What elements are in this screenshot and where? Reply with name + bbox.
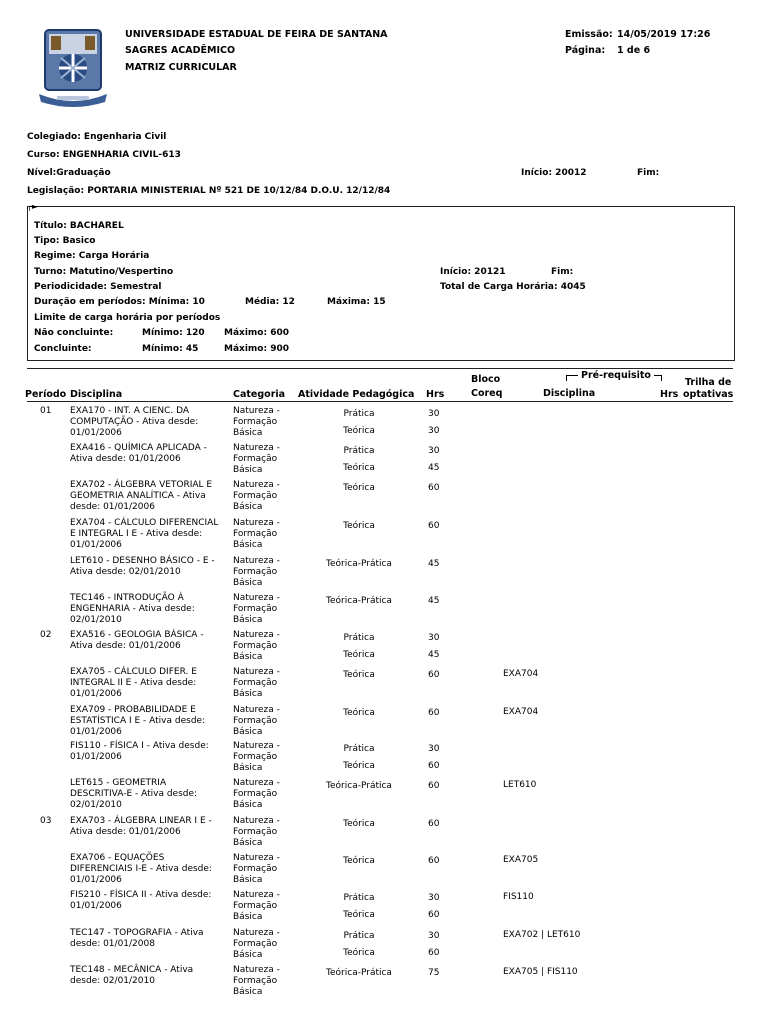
- disciplina-line: TEC146 - INTRODUÇÃO À: [70, 593, 184, 603]
- row-periodo: 02: [40, 630, 52, 640]
- disciplina-line: INTEGRAL II E - Ativa desde:: [70, 678, 197, 688]
- categoria-line: Básica: [233, 727, 263, 737]
- col-bloco: Bloco: [471, 374, 501, 385]
- row-prerequisito: FIS110: [503, 892, 534, 902]
- row-disciplina: [70, 443, 230, 465]
- concluinte-max: Máximo: 900: [224, 344, 289, 354]
- row-periodo: 03: [40, 816, 52, 826]
- disciplina-line: LET615 - GEOMETRIA: [70, 778, 167, 788]
- row-categoria: [233, 741, 293, 774]
- row-hrs: 30: [428, 446, 440, 456]
- emissao-label: Emissão:: [565, 29, 613, 40]
- row-disciplina: [70, 556, 230, 578]
- disciplina-line: ENGENHARIA - Ativa desde:: [70, 604, 195, 614]
- row-categoria: [233, 518, 293, 551]
- categoria-line: Formação: [233, 716, 278, 726]
- disciplina-line: Ativa desde: 01/01/2006: [70, 641, 181, 651]
- categoria-line: Formação: [233, 827, 278, 837]
- categoria-line: Básica: [233, 912, 263, 922]
- row-atividade: Teórica-Prática: [326, 559, 392, 569]
- categoria-line: Natureza -: [233, 667, 280, 677]
- row-hrs: 60: [428, 910, 440, 920]
- categoria-line: Natureza -: [233, 518, 280, 528]
- row-atividade: Teórica: [343, 463, 375, 473]
- row-hrs: 60: [428, 781, 440, 791]
- row-hrs: 30: [428, 409, 440, 419]
- row-hrs: 30: [428, 931, 440, 941]
- categoria-line: Natureza -: [233, 928, 280, 938]
- row-disciplina: [70, 778, 230, 811]
- disciplina-line: Ativa desde: 01/01/2006: [70, 827, 181, 837]
- periodicidade: Periodicidade: Semestral: [34, 282, 162, 292]
- box-inicio: Início: 20121: [440, 267, 506, 277]
- col-coreq: Coreq: [471, 388, 503, 399]
- row-prerequisito: EXA702 | LET610: [503, 930, 581, 940]
- row-periodo: 01: [40, 406, 52, 416]
- categoria-line: Básica: [233, 763, 263, 773]
- row-hrs: 45: [428, 650, 440, 660]
- box-corner-mark: ┌►: [27, 202, 38, 211]
- disciplina-line: EXA702 - ÁLGEBRA VETORIAL E: [70, 480, 213, 490]
- row-disciplina: [70, 667, 230, 700]
- row-hrs: 60: [428, 948, 440, 958]
- col-disciplina: Disciplina: [70, 389, 123, 400]
- row-atividade: Teórica: [343, 948, 375, 958]
- categoria-line: Formação: [233, 491, 278, 501]
- disciplina-line: EXA516 - GEOLOGIA BÁSICA -: [70, 630, 204, 640]
- row-disciplina: [70, 705, 230, 738]
- row-disciplina: [70, 406, 230, 439]
- row-categoria: [233, 928, 293, 961]
- row-atividade: Teórica-Prática: [326, 781, 392, 791]
- row-atividade: Teórica: [343, 856, 375, 866]
- categoria-line: Básica: [233, 652, 263, 662]
- categoria-line: Formação: [233, 752, 278, 762]
- concluinte-min: Mínimo: 45: [142, 344, 199, 354]
- pagina-value: 1 de 6: [617, 45, 651, 56]
- row-disciplina: [70, 741, 230, 763]
- row-hrs: 60: [428, 670, 440, 680]
- categoria-line: Formação: [233, 864, 278, 874]
- disciplina-line: desde: 01/01/2006: [70, 502, 155, 512]
- row-hrs: 45: [428, 559, 440, 569]
- categoria-line: Natureza -: [233, 593, 280, 603]
- row-hrs: 45: [428, 463, 440, 473]
- categoria-line: Básica: [233, 465, 263, 475]
- row-atividade: Prática: [343, 446, 375, 456]
- row-disciplina: [70, 480, 230, 513]
- disciplina-line: 01/01/2006: [70, 901, 122, 911]
- row-categoria: [233, 443, 293, 476]
- categoria-line: Básica: [233, 950, 263, 960]
- row-disciplina: [70, 518, 230, 551]
- categoria-line: Formação: [233, 604, 278, 614]
- disciplina-line: EXA704 - CÁLCULO DIFERENCIAL: [70, 518, 219, 528]
- categoria-line: Básica: [233, 689, 263, 699]
- row-hrs: 30: [428, 893, 440, 903]
- disciplina-line: desde: 02/01/2010: [70, 976, 155, 986]
- disciplina-line: EXA703 - ÁLGEBRA LINEAR I E -: [70, 816, 212, 826]
- turno: Turno: Matutino/Vespertino: [34, 267, 174, 277]
- categoria-line: Natureza -: [233, 705, 280, 715]
- categoria-line: Natureza -: [233, 630, 280, 640]
- categoria-line: Formação: [233, 641, 278, 651]
- row-disciplina: [70, 928, 230, 950]
- row-disciplina: [70, 890, 230, 912]
- categoria-line: Formação: [233, 939, 278, 949]
- categoria-line: Natureza -: [233, 965, 280, 975]
- regime: Regime: Carga Horária: [34, 251, 150, 261]
- inicio: Início: 20012: [521, 168, 587, 178]
- categoria-line: Natureza -: [233, 890, 280, 900]
- row-hrs: 60: [428, 483, 440, 493]
- categoria-line: Formação: [233, 976, 278, 986]
- row-atividade: Prática: [343, 409, 375, 419]
- disciplina-line: ESTATÍSTICA I E - Ativa desde:: [70, 716, 206, 726]
- row-atividade: Prática: [343, 931, 375, 941]
- row-atividade: Teórica: [343, 521, 375, 531]
- prereq-bracket-left: [566, 375, 567, 381]
- categoria-line: Natureza -: [233, 406, 280, 416]
- fim: Fim:: [637, 168, 660, 178]
- disciplina-line: EXA170 - INT. A CIENC. DA: [70, 406, 190, 416]
- row-atividade: Teórica: [343, 708, 375, 718]
- row-atividade: Teórica: [343, 910, 375, 920]
- row-atividade: Prática: [343, 633, 375, 643]
- row-categoria: [233, 593, 293, 626]
- col-atividade: Atividade Pedagógica: [298, 389, 415, 400]
- legislacao: Legislação: PORTARIA MINISTERIAL Nº 521 DE 10/12/84 D.O.U. 12/12/84: [27, 186, 391, 196]
- row-hrs: 30: [428, 426, 440, 436]
- row-categoria: [233, 853, 293, 886]
- duracao-maxima: Máxima: 15: [327, 297, 386, 307]
- categoria-line: Formação: [233, 901, 278, 911]
- row-hrs: 75: [428, 968, 440, 978]
- row-hrs: 45: [428, 596, 440, 606]
- categoria-line: Formação: [233, 529, 278, 539]
- categoria-line: Básica: [233, 875, 263, 885]
- categoria-line: Formação: [233, 417, 278, 427]
- system-name: SAGRES ACADÊMICO: [125, 45, 236, 56]
- row-atividade: Teórica: [343, 426, 375, 436]
- row-atividade: Prática: [343, 893, 375, 903]
- row-hrs: 60: [428, 819, 440, 829]
- disciplina-line: EXA709 - PROBABILIDADE E: [70, 705, 196, 715]
- row-hrs: 60: [428, 856, 440, 866]
- disciplina-line: 02/01/2010: [70, 615, 122, 625]
- nao-concluinte-min: Mínimo: 120: [142, 328, 205, 338]
- disciplina-line: 01/01/2006: [70, 727, 122, 737]
- row-atividade: Teórica: [343, 670, 375, 680]
- categoria-line: Natureza -: [233, 778, 280, 788]
- duracao-media: Média: 12: [245, 297, 295, 307]
- table-top-divider: [27, 368, 733, 369]
- categoria-line: Básica: [233, 838, 263, 848]
- col-hrs: Hrs: [426, 389, 445, 400]
- pagina-label: Página:: [565, 45, 606, 56]
- categoria-line: Natureza -: [233, 741, 280, 751]
- row-atividade: Teórica: [343, 819, 375, 829]
- categoria-line: Formação: [233, 789, 278, 799]
- row-atividade: Teórica: [343, 761, 375, 771]
- row-prerequisito: EXA704: [503, 707, 539, 717]
- row-categoria: [233, 480, 293, 513]
- col-trilha-1: Trilha de: [685, 377, 732, 388]
- total-carga-horaria: Total de Carga Horária: 4045: [440, 282, 586, 292]
- row-disciplina: [70, 593, 230, 626]
- disciplina-line: desde: 01/01/2008: [70, 939, 155, 949]
- categoria-line: Básica: [233, 578, 263, 588]
- row-categoria: [233, 630, 293, 663]
- table-header-divider: [27, 401, 733, 402]
- row-prerequisito: LET610: [503, 780, 537, 790]
- box-fim: Fim:: [551, 267, 574, 277]
- nivel: Nível:Graduação: [27, 168, 111, 178]
- categoria-line: Básica: [233, 615, 263, 625]
- limite-carga: Limite de carga horária por períodos: [34, 313, 221, 323]
- categoria-line: Formação: [233, 454, 278, 464]
- categoria-line: Natureza -: [233, 816, 280, 826]
- disciplina-line: 01/01/2006: [70, 752, 122, 762]
- row-atividade: Teórica-Prática: [326, 596, 392, 606]
- row-categoria: [233, 890, 293, 923]
- disciplina-line: Ativa desde: 01/01/2006: [70, 454, 181, 464]
- disciplina-line: GEOMETRIA ANALÍTICA - Ativa: [70, 491, 206, 501]
- col-categoria: Categoria: [233, 389, 286, 400]
- categoria-line: Natureza -: [233, 556, 280, 566]
- row-disciplina: [70, 965, 230, 987]
- report-title: MATRIZ CURRICULAR: [125, 62, 237, 73]
- disciplina-line: 01/01/2006: [70, 689, 122, 699]
- col-trilha-2: optativas: [683, 389, 734, 400]
- row-hrs: 60: [428, 521, 440, 531]
- categoria-line: Formação: [233, 567, 278, 577]
- disciplina-line: 01/01/2006: [70, 428, 122, 438]
- categoria-line: Básica: [233, 428, 263, 438]
- nao-concluinte-max: Máximo: 600: [224, 328, 289, 338]
- row-categoria: [233, 965, 293, 998]
- curso: Curso: ENGENHARIA CIVIL-613: [27, 150, 181, 160]
- categoria-line: Básica: [233, 800, 263, 810]
- disciplina-line: LET610 - DESENHO BÁSICO - E -: [70, 556, 215, 566]
- col-prereq-hrs: Hrs: [660, 389, 679, 400]
- row-prerequisito: EXA705: [503, 855, 539, 865]
- disciplina-line: TEC148 - MECÂNICA - Ativa: [70, 965, 194, 975]
- col-prereq-disciplina: Disciplina: [543, 388, 596, 399]
- row-categoria: [233, 778, 293, 811]
- titulo: Título: BACHAREL: [34, 221, 124, 231]
- disciplina-line: 01/01/2006: [70, 540, 122, 550]
- duracao: Duração em períodos: Mínima: 10: [34, 297, 205, 307]
- categoria-line: Natureza -: [233, 443, 280, 453]
- categoria-line: Básica: [233, 987, 263, 997]
- row-hrs: 30: [428, 744, 440, 754]
- row-atividade: Teórica: [343, 483, 375, 493]
- disciplina-line: DESCRITIVA-E - Ativa desde:: [70, 789, 198, 799]
- row-categoria: [233, 556, 293, 589]
- row-disciplina: [70, 630, 230, 652]
- nao-concluinte-label: Não concluinte:: [34, 328, 114, 338]
- disciplina-line: FIS210 - FÍSICA II - Ativa desde:: [70, 890, 212, 900]
- disciplina-line: 02/01/2010: [70, 800, 122, 810]
- row-categoria: [233, 667, 293, 700]
- col-prereq: Pré-requisito: [578, 370, 654, 381]
- row-categoria: [233, 406, 293, 439]
- categoria-line: Formação: [233, 678, 278, 688]
- disciplina-line: TEC147 - TOPOGRAFIA - Ativa: [70, 928, 204, 938]
- disciplina-line: EXA416 - QUÍMICA APLICADA -: [70, 443, 207, 453]
- row-prerequisito: EXA704: [503, 669, 539, 679]
- row-categoria: [233, 705, 293, 738]
- colegiado: Colegiado: Engenharia Civil: [27, 132, 167, 142]
- disciplina-line: DIFERENCIAIS I-E - Ativa desde:: [70, 864, 212, 874]
- concluinte-label: Concluinte:: [34, 344, 92, 354]
- row-disciplina: [70, 853, 230, 886]
- disciplina-line: 01/01/2006: [70, 875, 122, 885]
- row-hrs: 30: [428, 633, 440, 643]
- row-atividade: Teórica-Prática: [326, 968, 392, 978]
- categoria-line: Natureza -: [233, 853, 280, 863]
- categoria-line: Natureza -: [233, 480, 280, 490]
- university-name: UNIVERSIDADE ESTADUAL DE FEIRA DE SANTANA: [125, 29, 388, 40]
- categoria-line: Básica: [233, 540, 263, 550]
- row-hrs: 60: [428, 708, 440, 718]
- disciplina-line: Ativa desde: 02/01/2010: [70, 567, 181, 577]
- disciplina-line: EXA706 - EQUAÇÕES: [70, 853, 165, 863]
- row-atividade: Teórica: [343, 650, 375, 660]
- tipo: Tipo: Basico: [34, 236, 96, 246]
- row-hrs: 60: [428, 761, 440, 771]
- row-categoria: [233, 816, 293, 849]
- row-atividade: Prática: [343, 744, 375, 754]
- disciplina-line: FIS110 - FÍSICA I - Ativa desde:: [70, 741, 209, 751]
- university-seal-logo: [35, 24, 111, 108]
- disciplina-line: COMPUTAÇÃO - Ativa desde:: [70, 417, 199, 427]
- emissao-value: 14/05/2019 17:26: [617, 29, 711, 40]
- categoria-line: Básica: [233, 502, 263, 512]
- row-prerequisito: EXA705 | FIS110: [503, 967, 578, 977]
- disciplina-line: EXA705 - CÁLCULO DIFER. E: [70, 667, 197, 677]
- row-disciplina: [70, 816, 230, 838]
- col-periodo: Período: [25, 389, 67, 400]
- prereq-bracket-right: [661, 375, 662, 381]
- disciplina-line: E INTEGRAL I E - Ativa desde:: [70, 529, 203, 539]
